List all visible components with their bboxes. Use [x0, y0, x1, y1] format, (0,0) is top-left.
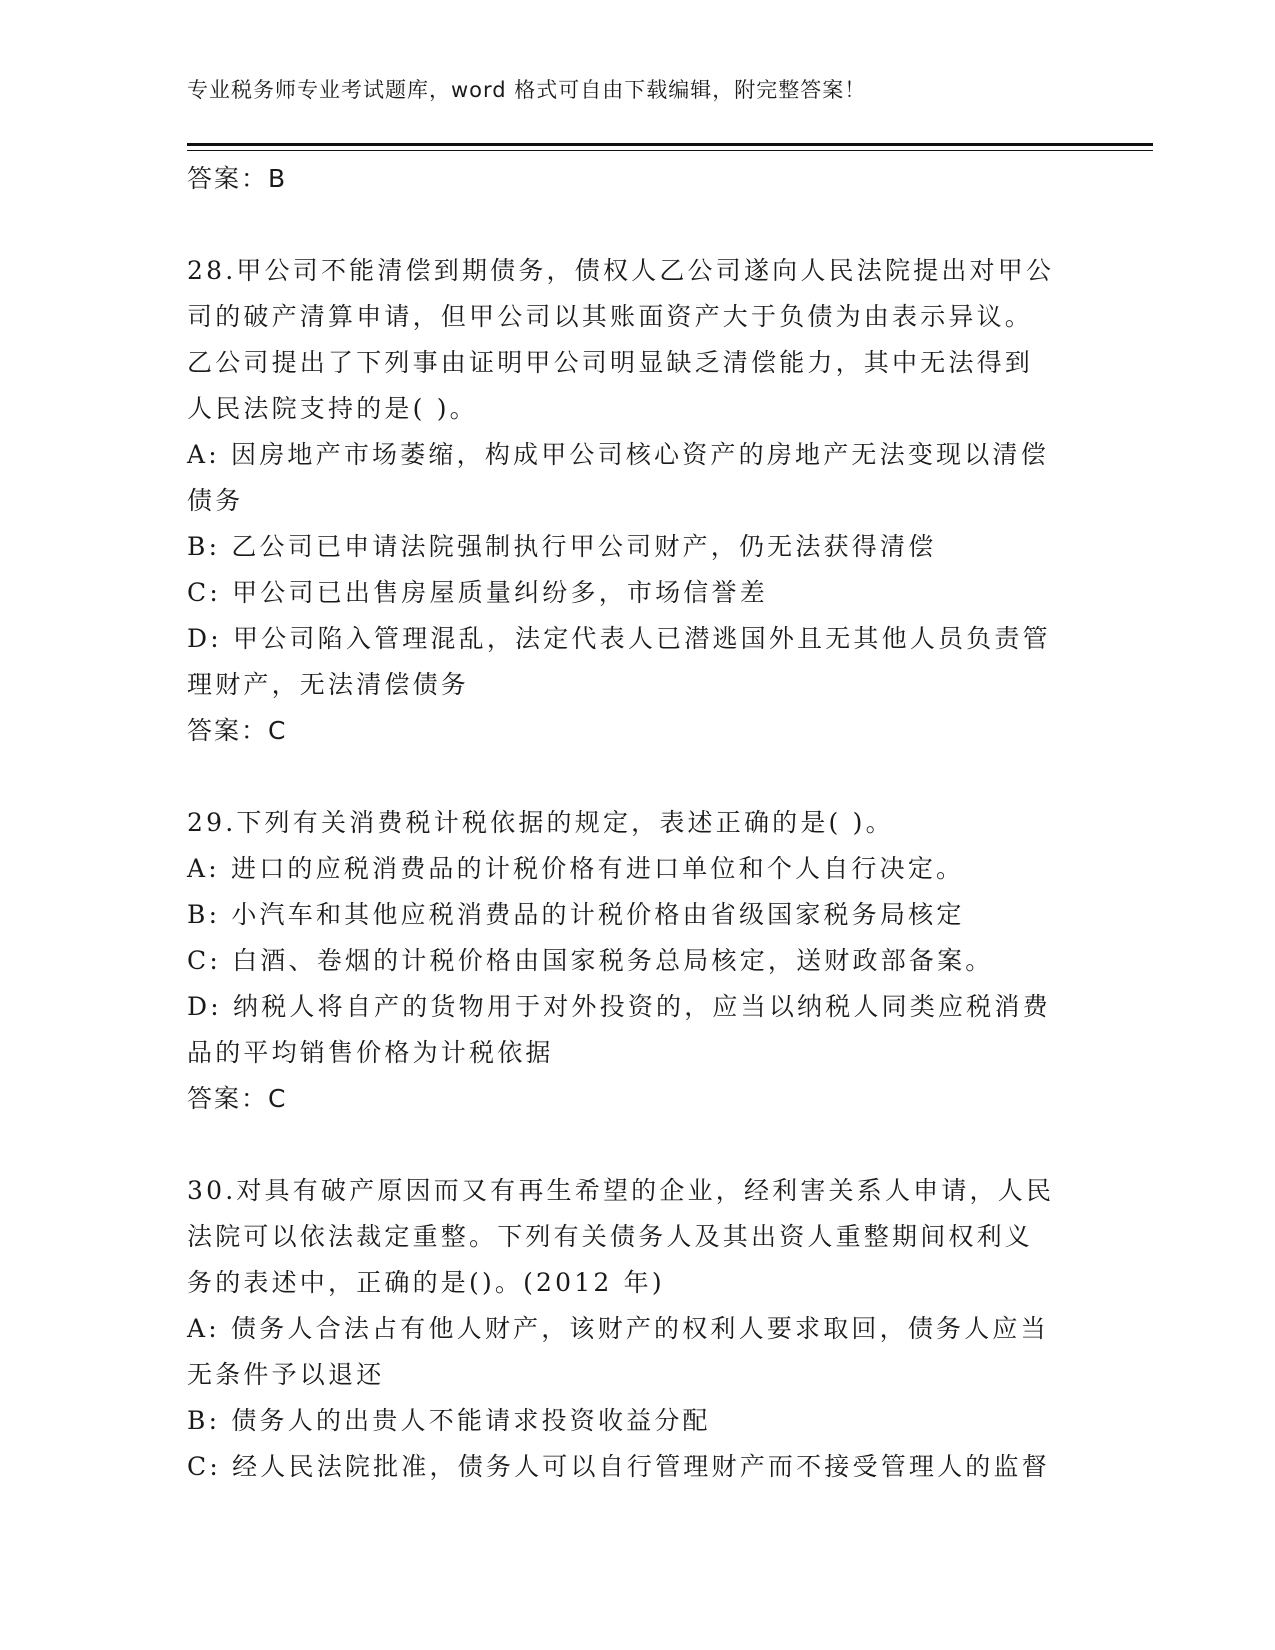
answer-line: 答案：C — [187, 716, 288, 745]
question-stem-line: 30.对具有破产原因而又有再生希望的企业，经利害关系人申请，人民 — [187, 1176, 1055, 1205]
option-a: A: 进口的应税消费品的计税价格有进口单位和个人自行决定。 — [187, 854, 965, 883]
page-content — [187, 156, 1087, 1490]
header-rule-thick — [187, 143, 1153, 146]
question-stem-line: 28.甲公司不能清偿到期债务，债权人乙公司遂向人民法院提出对甲公 — [187, 256, 1055, 285]
option-a-continued: 债务 — [187, 486, 244, 515]
option-d-continued: 理财产，无法清偿债务 — [187, 670, 470, 699]
header-note: 专业税务师专业考试题库，word 格式可自由下载编辑，附完整答案！ — [187, 78, 867, 102]
option-a-continued: 无条件予以退还 — [187, 1360, 385, 1389]
question-stem-line: 乙公司提出了下列事由证明甲公司明显缺乏清偿能力，其中无法得到 — [187, 348, 1034, 377]
option-b: B: 小汽车和其他应税消费品的计税价格由省级国家税务局核定 — [187, 900, 965, 929]
answer-line: 答案：C — [187, 1084, 288, 1113]
header-rule-thin — [187, 150, 1153, 151]
spacer — [187, 754, 1087, 800]
question-stem-line: 法院可以依法裁定重整。下列有关债务人及其出资人重整期间权利义 — [187, 1222, 1034, 1251]
option-c: C: 白酒、卷烟的计税价格由国家税务总局核定，送财政部备案。 — [187, 946, 994, 975]
option-b: B: 债务人的出贵人不能请求投资收益分配 — [187, 1406, 711, 1435]
question-block — [187, 1168, 1087, 1490]
option-a: A: 因房地产市场萎缩，构成甲公司核心资产的房地产无法变现以清偿 — [187, 440, 1049, 469]
question-block — [187, 800, 1087, 1122]
question-stem-line: 司的破产清算申请，但甲公司以其账面资产大于负债为由表示异议。 — [187, 302, 1034, 331]
option-a: A: 债务人合法占有他人财产，该财产的权利人要求取回，债务人应当 — [187, 1314, 1049, 1343]
option-b: B: 乙公司已申请法院强制执行甲公司财产，仍无法获得清偿 — [187, 532, 937, 561]
option-c: C: 经人民法院批准，债务人可以自行管理财产而不接受管理人的监督 — [187, 1452, 1050, 1481]
question-block — [187, 248, 1087, 754]
spacer — [187, 1122, 1087, 1168]
question-stem-line: 人民法院支持的是( )。 — [187, 394, 478, 423]
option-d: D: 纳税人将自产的货物用于对外投资的，应当以纳税人同类应税消费 — [187, 992, 1051, 1021]
answer-line: 答案：B — [187, 164, 288, 193]
question-stem-line: 务的表述中，正确的是()。(2012 年) — [187, 1268, 665, 1297]
option-d-continued: 品的平均销售价格为计税依据 — [187, 1038, 554, 1067]
option-c: C: 甲公司已出售房屋质量纠纷多，市场信誉差 — [187, 578, 768, 607]
question-stem-line: 29.下列有关消费税计税依据的规定，表述正确的是( )。 — [187, 808, 894, 837]
option-d: D: 甲公司陷入管理混乱，法定代表人已潜逃国外且无其他人员负责管 — [187, 624, 1051, 653]
spacer — [187, 202, 1087, 248]
